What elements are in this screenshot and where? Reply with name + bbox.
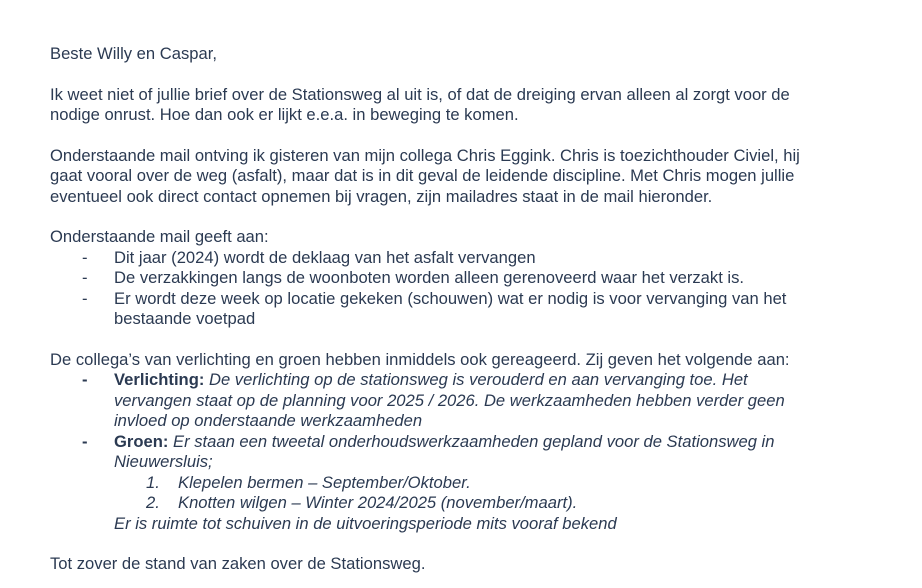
groen-text: Er staan een tweetal onderhoudswerkzaamheden gepland voor de Stationsweg in xyxy=(168,431,775,451)
mail-summary-section xyxy=(50,227,880,330)
groen-text: Nieuwersluis; xyxy=(114,452,213,471)
numbered-item-text xyxy=(178,473,880,494)
groen-note-line xyxy=(114,514,880,535)
list-item-text: De verzakkingen langs de woonboten worden alleen gerenoveerd waar het verzakt is. xyxy=(114,268,745,287)
item-number-text: 1. xyxy=(146,472,160,492)
verlichting-text: De verlichting op de stationsweg is verouderd en aan vervanging toe. Het xyxy=(204,370,748,389)
bullet-dash: - xyxy=(82,268,88,287)
item-number xyxy=(146,473,160,493)
list-item-verlichting xyxy=(50,370,880,432)
closing-line: Tot zover de stand van zaken over de Stationsweg. xyxy=(50,554,426,573)
groen-note-text: Er is ruimte tot schuiven in de uitvoeringsperiode mits vooraf bekend xyxy=(114,513,617,533)
list-item-text: bestaande voetpad xyxy=(114,309,256,328)
groen-line xyxy=(114,432,880,453)
greeting: Beste Willy en Caspar, xyxy=(50,44,217,63)
bullet-dash: - xyxy=(82,370,88,389)
numbered-item xyxy=(50,493,880,514)
colleagues-section xyxy=(50,350,880,535)
paragraph-line: eventueel ook direct contact opnemen bij vragen, zijn mailadres staat in de mail hieronder. xyxy=(50,186,713,206)
mail-summary-intro: Onderstaande mail geeft aan: xyxy=(50,227,269,246)
groen-note xyxy=(50,514,880,535)
list-item xyxy=(50,268,880,289)
verlichting-line xyxy=(114,411,880,432)
verlichting-label: Verlichting: xyxy=(114,370,205,389)
numbered-item-text xyxy=(178,493,880,514)
paragraph-line: Ik weet niet of jullie brief over de Stationsweg al uit is, of dat de dreiging ervan alleen al zorgt voor de xyxy=(50,84,790,104)
item-number xyxy=(146,493,160,513)
paragraph-line: gaat vooral over de weg (asfalt), maar dat is in dit geval de leidende discipline. Met Chris mogen jullie xyxy=(50,166,795,185)
list-item xyxy=(50,289,880,330)
list-item-text: Dit jaar (2024) wordt de deklaag van het asfalt vervangen xyxy=(114,247,536,267)
bullet-dash: - xyxy=(82,247,88,267)
task-text: Klepelen bermen – September/Oktober. xyxy=(178,472,471,492)
paragraph-line: nodige onrust. Hoe dan ook er lijkt e.e.a. in beweging te komen. xyxy=(50,105,519,124)
verlichting-text: invloed op onderstaande werkzaamheden xyxy=(114,411,423,430)
groen-label: Groen: xyxy=(114,431,169,451)
bullet-dash: - xyxy=(82,288,88,308)
email-body xyxy=(50,44,880,575)
list-item-groen xyxy=(50,432,880,473)
list-item-text: Er wordt deze week op locatie gekeken (schouwen) wat er nodig is voor vervanging van het xyxy=(114,288,787,308)
colleagues-intro: De collega’s van verlichting en groen hebben inmiddels ook gereageerd. Zij geven het volgende aan: xyxy=(50,349,790,369)
paragraph-chris-eggink xyxy=(50,146,880,208)
paragraph-line: Onderstaande mail ontving ik gisteren van mijn collega Chris Eggink. Chris is toezichthouder Civiel, hij xyxy=(50,145,800,165)
item-number-text: 2. xyxy=(146,493,160,512)
numbered-item xyxy=(50,473,880,494)
groen-line xyxy=(114,452,880,473)
paragraph-brief-stationsweg xyxy=(50,85,880,126)
list-item xyxy=(50,248,880,269)
verlichting-text: vervangen staat op de planning voor 2025 / 2026. De werkzaamheden hebben verder geen xyxy=(114,390,785,410)
verlichting-line xyxy=(114,370,880,391)
bullet-dash: - xyxy=(82,431,88,451)
task-text: Knotten wilgen – Winter 2024/2025 (november/maart). xyxy=(178,493,578,512)
verlichting-line xyxy=(114,391,880,412)
